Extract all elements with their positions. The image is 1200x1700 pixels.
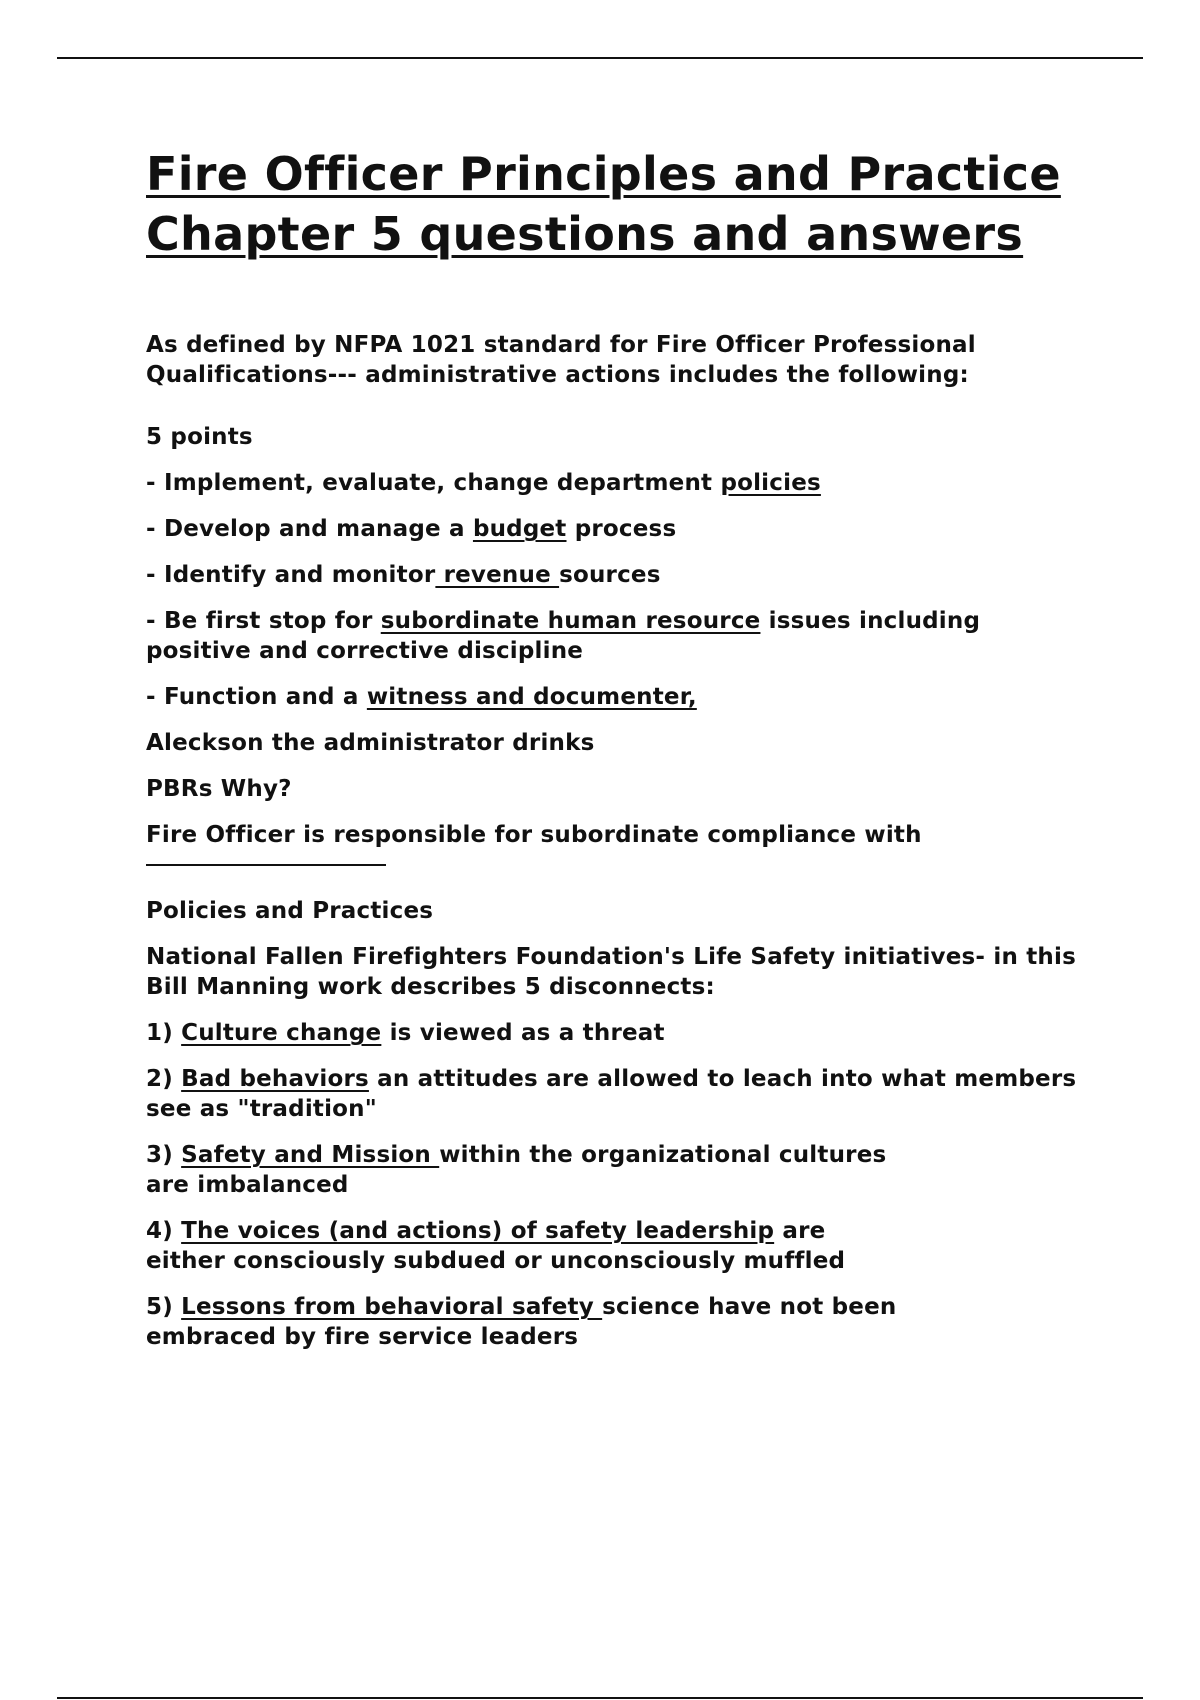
answer-item-2: - Develop and manage a budget process: [146, 516, 677, 542]
disconnect-item-2: 2) Bad behaviors an attitudes are allowed to leach into what members see as "tradition": [146, 1066, 1077, 1122]
disconnect-item-5: 5) Lessons from behavioral safety science have not been embraced by fire service leaders: [146, 1294, 897, 1350]
points-label: 5 points: [146, 424, 253, 450]
document-body: [146, 144, 1086, 1368]
question-compliance: Fire Officer is responsible for subordinate compliance with: [146, 822, 922, 848]
mnemonic-line-2: PBRs Why?: [146, 776, 292, 802]
disconnect-item-3: 3) Safety and Mission within the organizational cultures are imbalanced: [146, 1142, 887, 1198]
question-disconnects: National Fallen Firefighters Foundation's Life Safety initiatives- in this Bill Manning work describes 5 disconnects:: [146, 944, 1076, 1000]
question-administrative-actions: As defined by NFPA 1021 standard for Fire Officer Professional Qualifications--- administrative actions includes the following:: [146, 332, 976, 388]
answer-compliance: Policies and Practices: [146, 898, 434, 924]
document-title: Fire Officer Principles and Practice Chapter 5 questions and answers: [146, 147, 1061, 261]
bottom-rule: [57, 1697, 1143, 1699]
disconnect-item-4: 4) The voices (and actions) of safety leadership are either consciously subdued or unconsciously muffled: [146, 1218, 846, 1274]
answer-item-3: - Identify and monitor revenue sources: [146, 562, 661, 588]
answer-item-1: - Implement, evaluate, change department policies: [146, 470, 821, 496]
answer-item-4: - Be first stop for subordinate human resource issues including positive and corrective discipline: [146, 608, 981, 664]
top-rule: [57, 57, 1143, 59]
fill-in-blank-line: [146, 864, 386, 866]
disconnect-item-1: 1) Culture change is viewed as a threat: [146, 1020, 665, 1046]
answer-item-5: - Function and a witness and documenter,: [146, 684, 697, 710]
mnemonic-line-1: Aleckson the administrator drinks: [146, 730, 595, 756]
